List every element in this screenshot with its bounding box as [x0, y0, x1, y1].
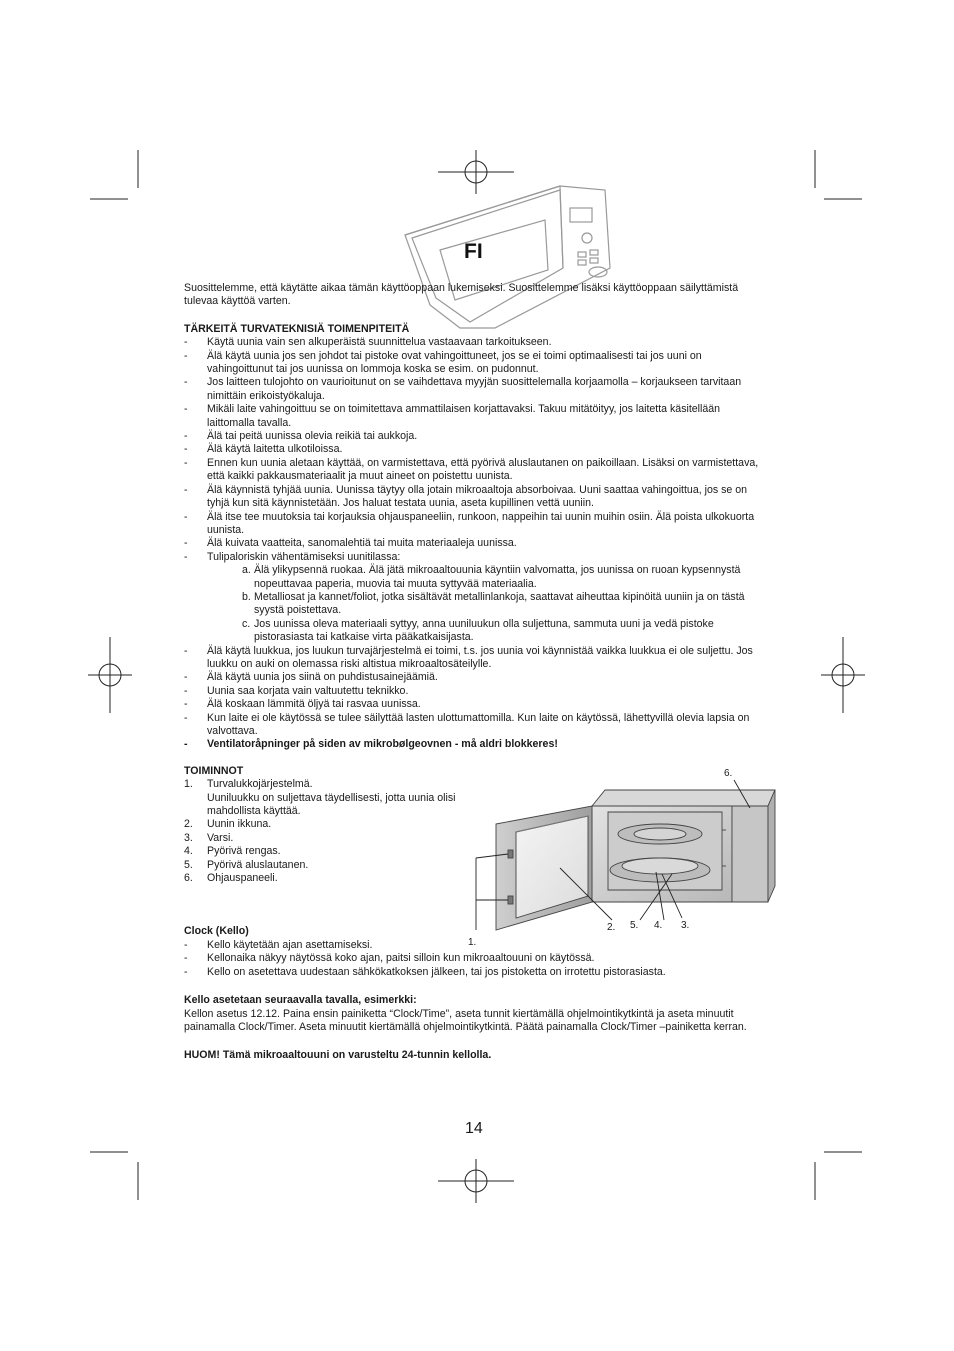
clock-example-heading: Kello asetetaan seuraavalla tavalla, esimerkki: [184, 994, 417, 1007]
list-item [184, 778, 469, 818]
item-text: Ohjauspaneeli. [207, 872, 278, 885]
list-item: - Ennen kun uunia aletaan käyttää, on varmistettava, että pyörivä aluslautanen on paikoillaan. Lisäksi on varmistettava, että kaikki pakkausmateriaalit ja muut aineet on poistettu uunista. [184, 457, 768, 484]
fire-sublist [184, 564, 768, 644]
safety-heading: TÄRKEITÄ TURVATEKNISIÄ TOIMENPITEITÄ [184, 322, 410, 335]
item-text: Turvalukkojärjestelmä. [207, 778, 313, 791]
list-item: - Älä käytä laitetta ulkotiloissa. [184, 443, 768, 456]
page-number: 14 [465, 1120, 483, 1137]
item-marker: c. [242, 617, 251, 630]
list-item [184, 591, 768, 618]
item-number: 6. [184, 872, 193, 885]
list-item: - Käytä uunia vain sen alkuperäistä suunnittelua vastaavaan tarkoitukseen. [184, 336, 768, 349]
clock-heading: Clock (Kello) [184, 925, 249, 938]
list-item [184, 564, 768, 591]
list-item: - Älä käytä luukkua, jos luukun turvajärjestelmä ei toimi, t.s. jos uunia voi käynnistää vaikka luukkua ei ole suljettu. Jos luukku on auki on olemassa riski altistua mikroaaltosäteilylle. [184, 645, 768, 672]
item-number: 4. [184, 845, 193, 858]
list-item: - Älä tai peitä uunissa olevia reikiä tai aukkoja. [184, 430, 768, 443]
figure-label: 6. [724, 768, 733, 779]
list-item: - Tulipaloriskin vähentämiseksi uunitilassa: [184, 551, 768, 564]
item-marker: b. [242, 590, 251, 603]
list-item: - Kun laite ei ole käytössä se tulee säilyttää lasten ulottumattomilla. Kun laite on käytössä, lähettyvillä olevia lapsia on valvottava. [184, 712, 768, 739]
item-note: Uuniluukku on suljettava täydellisesti, jotta uunia olisi mahdollista käyttää. [207, 791, 456, 818]
item-text: Jos uunissa oleva materiaali syttyy, anna uuniluukun olla suljettuna, sammuta uuni ja vedä pistoke pistorasiasta tai katkaise virta pääkatkaisijasta. [254, 617, 714, 644]
item-number: 1. [184, 778, 193, 791]
list-item [184, 618, 768, 645]
item-text: Varsi. [207, 831, 234, 844]
list-item: - Älä koskaan lämmitä öljyä tai rasvaa uunissa. [184, 698, 768, 711]
functions-list [184, 778, 469, 885]
item-text: Älä ylikypsennä ruokaa. Älä jätä mikroaaltouunia käyntiin valvomatta, jos uunissa on ruoan kypsennystä nopeuttavaa paperia, muovia tai muuta syttyvää materiaalia. [254, 564, 741, 590]
list-item [184, 845, 469, 858]
list-item [184, 859, 469, 872]
item-text: Pyörivä aluslautanen. [207, 858, 309, 871]
item-number: 5. [184, 858, 193, 871]
list-item [184, 832, 469, 845]
safety-list [184, 336, 768, 564]
list-item: - Mikäli laite vahingoittuu se on toimitettava ammattilaisen korjattavaksi. Takuu mitätöityy, jos laitetta käsitellään laittomalla tavalla. [184, 403, 768, 430]
list-item: - Älä käynnistä tyhjää uunia. Uunissa täytyy olla jotain mikroaaltoja absorboivaa. Uuni saattaa vahingoittua, jos se on tyhjä kun sitä käynnistetään. Jos haluat testata uunia, aseta kupillinen vettä uuniin. [184, 484, 768, 511]
item-number: 2. [184, 818, 193, 831]
functions-heading: TOIMINNOT [184, 764, 244, 777]
clock-note: HUOM! Tämä mikroaaltouuni on varusteltu 24-tunnin kellolla. [184, 1049, 492, 1062]
figure-label: 5. [630, 920, 639, 931]
list-item: - Jos laitteen tulojohto on vaurioitunut on se vaihdettava myyjän suosittelemalla korjaamolla – korjaukseen tarvitaan nimittäin erikoistyökaluja. [184, 376, 768, 403]
list-item [184, 818, 469, 831]
list-item: - Älä käytä uunia jos siinä on puhdistusainejäämiä. [184, 671, 768, 684]
intro-paragraph: Suosittelemme, että käytätte aikaa tämän käyttöoppaan lukemiseksi. Suosittelemme lisäksi käyttöoppaan säilyttämistä tulevaa käyttöä varten. [184, 282, 739, 308]
list-item: - Älä itse tee muutoksia tai korjauksia ohjauspaneeliin, runkoon, nappeihin tai uunin muihin osiin. Älä poista ulkokuorta uunista. [184, 511, 768, 538]
item-text: Metalliosat ja kannet/foliot, jotka sisältävät metallinlankoja, saattavat aiheuttaa kipinöitä uuniin ja on tästä syystä poistettava. [254, 590, 745, 617]
item-text: Uunin ikkuna. [207, 818, 272, 831]
language-tag: FI [464, 240, 483, 263]
list-item: - Uunia saa korjata vain valtuutettu teknikko. [184, 685, 768, 698]
item-number: 3. [184, 831, 193, 844]
list-item [184, 872, 469, 885]
list-item: - Kellonaika näkyy näytössä koko ajan, paitsi silloin kun mikroaaltouuni on käytössä. [184, 952, 768, 965]
figure-label: 4. [654, 920, 663, 931]
item-marker: a. [242, 564, 251, 577]
item-text: Pyörivä rengas. [207, 845, 281, 858]
list-item: - Kello käytetään ajan asettamiseksi. [184, 939, 768, 952]
list-item: - Älä käytä uunia jos sen johdot tai pistoke ovat vahingoittuneet, jos se ei toimi optimaalisesti tai jos uuni on vahingoittunut tai jos uunissa on lommoja koska se esim. on pudonnut. [184, 350, 768, 377]
safety-list-continued [184, 645, 768, 752]
list-item: - Kello on asetettava uudestaan sähkökatkoksen jälkeen, tai jos pistoketta on irrotettu pistorasiasta. [184, 966, 768, 979]
figure-label: 1. [468, 937, 477, 948]
figure-label: 2. [607, 922, 616, 933]
microwave-parts-figure [460, 762, 778, 952]
microwave-open-drawing [460, 762, 778, 952]
clock-example-text: Kellon asetus 12.12. Paina ensin painiketta “Clock/Time”, aseta tunnit kiertämällä ohjelmointikytkintä ja aseta minuutit painamalla Clock/Timer. Aseta minuutit kiertämällä ohjelmointikytkintä. Päätä painamalla Clock/Timer –painiketta kerran. [184, 1007, 747, 1033]
figure-label: 3. [681, 920, 690, 931]
ventilation-warning: - Ventilatoråpninger på siden av mikrobølgeovnen - må aldri blokkeres! [184, 738, 768, 751]
list-item: - Älä kuivata vaatteita, sanomalehtiä tai muita materiaaleja uunissa. [184, 537, 768, 550]
